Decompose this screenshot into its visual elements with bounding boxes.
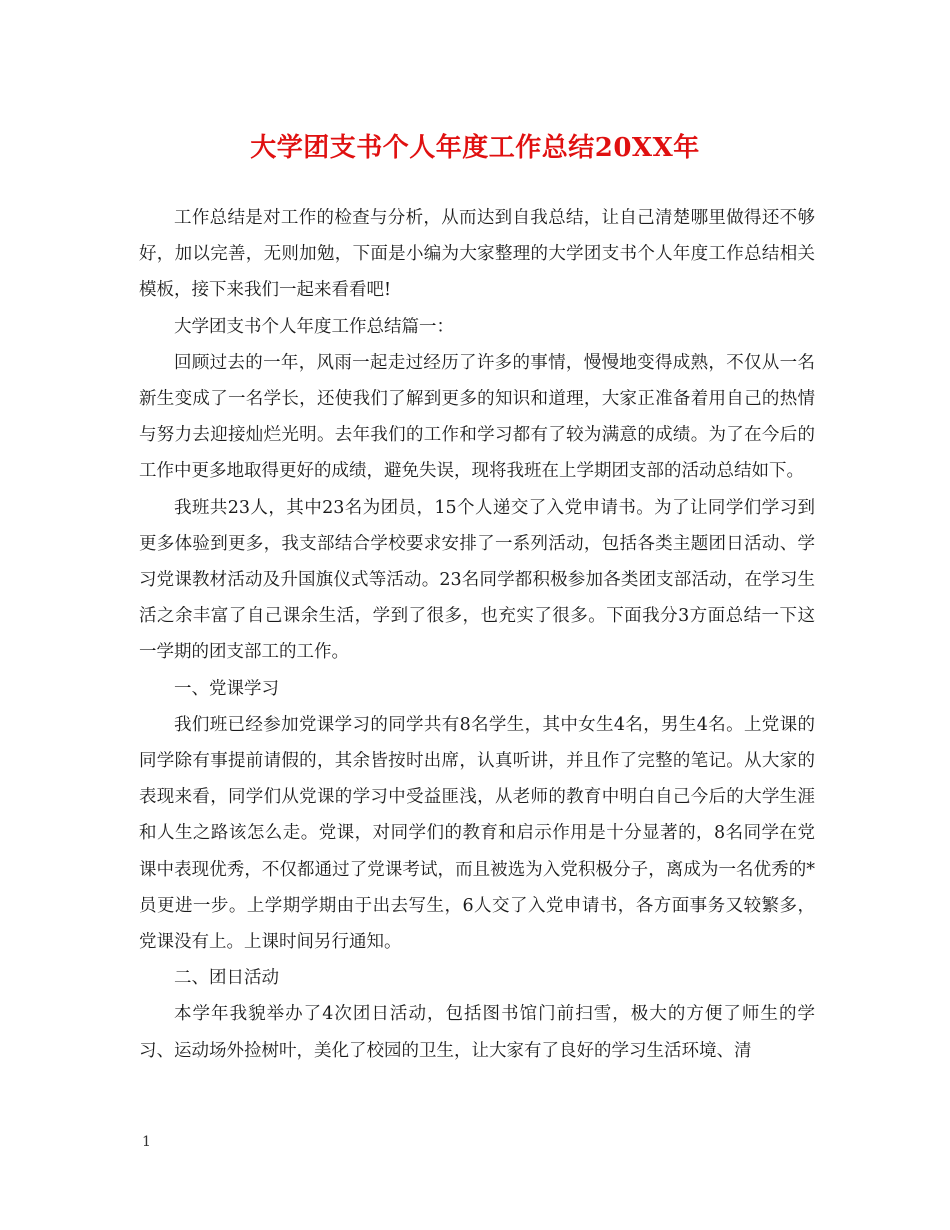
section-heading-league-day: 二、团日活动 [174,968,279,989]
paragraph-league-day: 本学年我貌举办了4次团日活动，包括图书馆门前扫雪，极大的方便了师生的学习、运动场外捡树叶，美化了校园的卫生，让大家有了良好的学习生活环境、清 [139,1004,815,1061]
section-heading-part-one: 大学团支书个人年度工作总结篇一： [174,316,454,337]
section-heading-party-lessons: 一、党课学习 [174,678,279,699]
document-title: 大学团支书个人年度工作总结20XX年 [250,133,700,163]
document-body [139,200,815,1069]
paragraph-intro: 工作总结是对工作的检查与分析，从而达到自我总结，让自己清楚哪里做得还不够好，加以完善，无则加勉，下面是小编为大家整理的大学团支书个人年度工作总结相关模板，接下来我们一起来看看吧! [139,208,815,301]
paragraph-review: 回顾过去的一年，风雨一起走过经历了许多的事情，慢慢地变得成熟，不仅从一名新生变成了一名学长，还使我们了解到更多的知识和道理，大家正准备着用自己的热情与努力去迎接灿烂光明。去年我们的工作和学习都有了较为满意的成绩。为了在今后的工作中更多地取得更好的成绩，避免失误，现将我班在上学期团支部的活动总结如下。 [139,352,815,482]
paragraph-class-overview: 我班共23人，其中23名为团员，15个人递交了入党申请书。为了让同学们学习到更多体验到更多，我支部结合学校要求安排了一系列活动，包括各类主题团日活动、学习党课教材活动及升国旗仪式等活动。23名同学都积极参加各类团支部活动，在学习生活之余丰富了自己课余生活，学到了很多，也充实了很多。下面我分3方面总结一下这一学期的团支部工的工作。 [139,497,815,663]
paragraph-party-lessons: 我们班已经参加党课学习的同学共有8名学生，其中女生4名，男生4名。上党课的同学除有事提前请假的，其余皆按时出席，认真听讲，并且作了完整的笔记。从大家的表现来看，同学们从党课的学习中受益匪浅，从老师的教育中明白自己今后的大学生涯和人生之路该怎么走。党课，对同学们的教育和启示作用是十分显著的，8名同学在党课中表现优秀，不仅都通过了党课考试，而且被选为入党积极分子，离成为一名优秀的*员更进一步。上学期学期由于出去写生，6人交了入党申请书，各方面事务又较繁多，党课没有上。上课时间另行通知。 [139,714,815,953]
page-number: 1 [142,1134,151,1150]
